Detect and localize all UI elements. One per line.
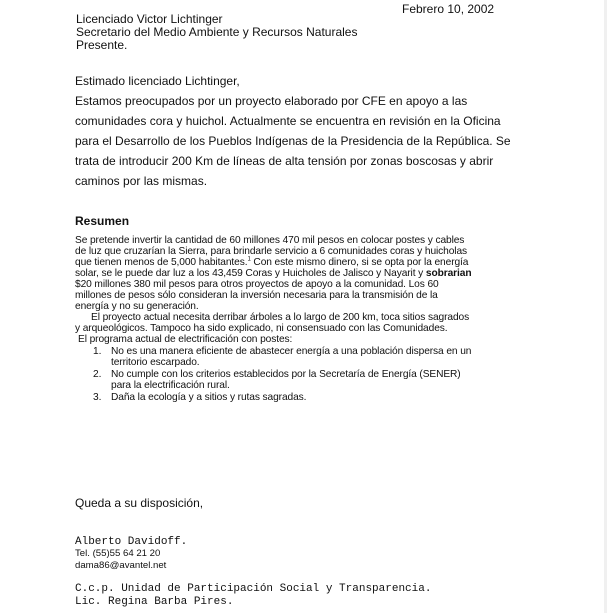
summary-title: Resumen	[75, 214, 130, 228]
body-line: para el Desarrollo de los Pueblos Indígenas de la Presidencia de la República. Se	[75, 134, 511, 148]
closing: Queda a su disposición,	[75, 496, 204, 510]
list-item-line: No cumple con los criterios establecidos por la Secretaría de Energía (SENER)	[111, 369, 461, 380]
greeting: Estimado licenciado Lichtinger,	[75, 74, 240, 88]
body-line: Estamos preocupados por un proyecto elaborado por CFE en apoyo a las	[75, 94, 468, 108]
summary-line: El programa actual de electrificación con postes:	[78, 334, 293, 345]
list-number: 3.	[93, 392, 102, 403]
summary-line	[75, 269, 471, 280]
signature-tel: Tel. (55)55 64 21 20	[75, 548, 161, 559]
signature-email: dama86@avantel.net	[75, 560, 167, 571]
summary-line: millones de pesos sólo consideran la inversión necesaria para la transmisión de la	[75, 290, 438, 301]
list-item-line: Daña la ecología y a sitios y rutas sagradas.	[111, 392, 307, 403]
ccp-line: C.c.p. Unidad de Participación Social y Transparencia.	[75, 583, 432, 595]
summary-line: $20 millones 380 mil pesos para otros proyectos de apoyo a la comunidad. Los 60	[75, 279, 439, 290]
summary-line: de luz que cruzarían la Sierra, para brindarle servicio a 6 comunidades coras y huicholas	[75, 246, 468, 257]
list-number: 2.	[93, 369, 102, 380]
summary-line: El proyecto actual necesita derribar árboles a lo largo de 200 km, toca sitios sagrados	[91, 312, 470, 323]
footnote-mark: 1	[247, 256, 251, 263]
list-number: 1.	[93, 346, 102, 357]
summary-line-part: Con este mismo dinero, si se opta por la energía	[250, 257, 469, 268]
summary-line-part: solar, se le puede dar luz a los 43,459 Coras y Huicholes de Jalisco y Nayarit y	[75, 268, 426, 279]
recipient-name: Licenciado Victor Lichtinger	[76, 12, 223, 26]
recipient-presente: Presente.	[76, 38, 128, 52]
list-item-line: No es una manera eficiente de abastecer energía a una población dispersa en un	[111, 346, 472, 357]
summary-line	[75, 258, 468, 269]
ccp-line: Lic. Regina Barba Pires.	[75, 596, 234, 608]
summary-line: y arqueológicos. Tampoco ha sido explicado, ni consensuado con las Comunidades.	[75, 323, 448, 334]
recipient-title: Secretario del Medio Ambiente y Recursos Naturales	[76, 25, 358, 39]
body-line: comunidades cora y huichol. Actualmente se encuentra en revisión en la Oficina	[75, 114, 501, 128]
summary-line-part: que tienen menos de 5,000 habitantes.	[75, 257, 248, 268]
summary-bold-word: sobrarian	[425, 268, 472, 279]
body-line: trata de introducir 200 Km de líneas de alta tensión por zonas boscosas y abrir	[75, 154, 494, 168]
summary-line: Se pretende invertir la cantidad de 60 millones 470 mil pesos en colocar postes y cables	[75, 235, 465, 246]
letter-date: Febrero 10, 2002	[402, 2, 495, 16]
list-item-line: para la electrificación rural.	[111, 380, 230, 391]
list-item-line: territorio escarpado.	[111, 357, 200, 368]
body-line: caminos por las mismas.	[75, 174, 208, 188]
summary-line: energía y no su generación.	[75, 301, 199, 312]
signature-name: Alberto Davidoff.	[75, 536, 188, 548]
